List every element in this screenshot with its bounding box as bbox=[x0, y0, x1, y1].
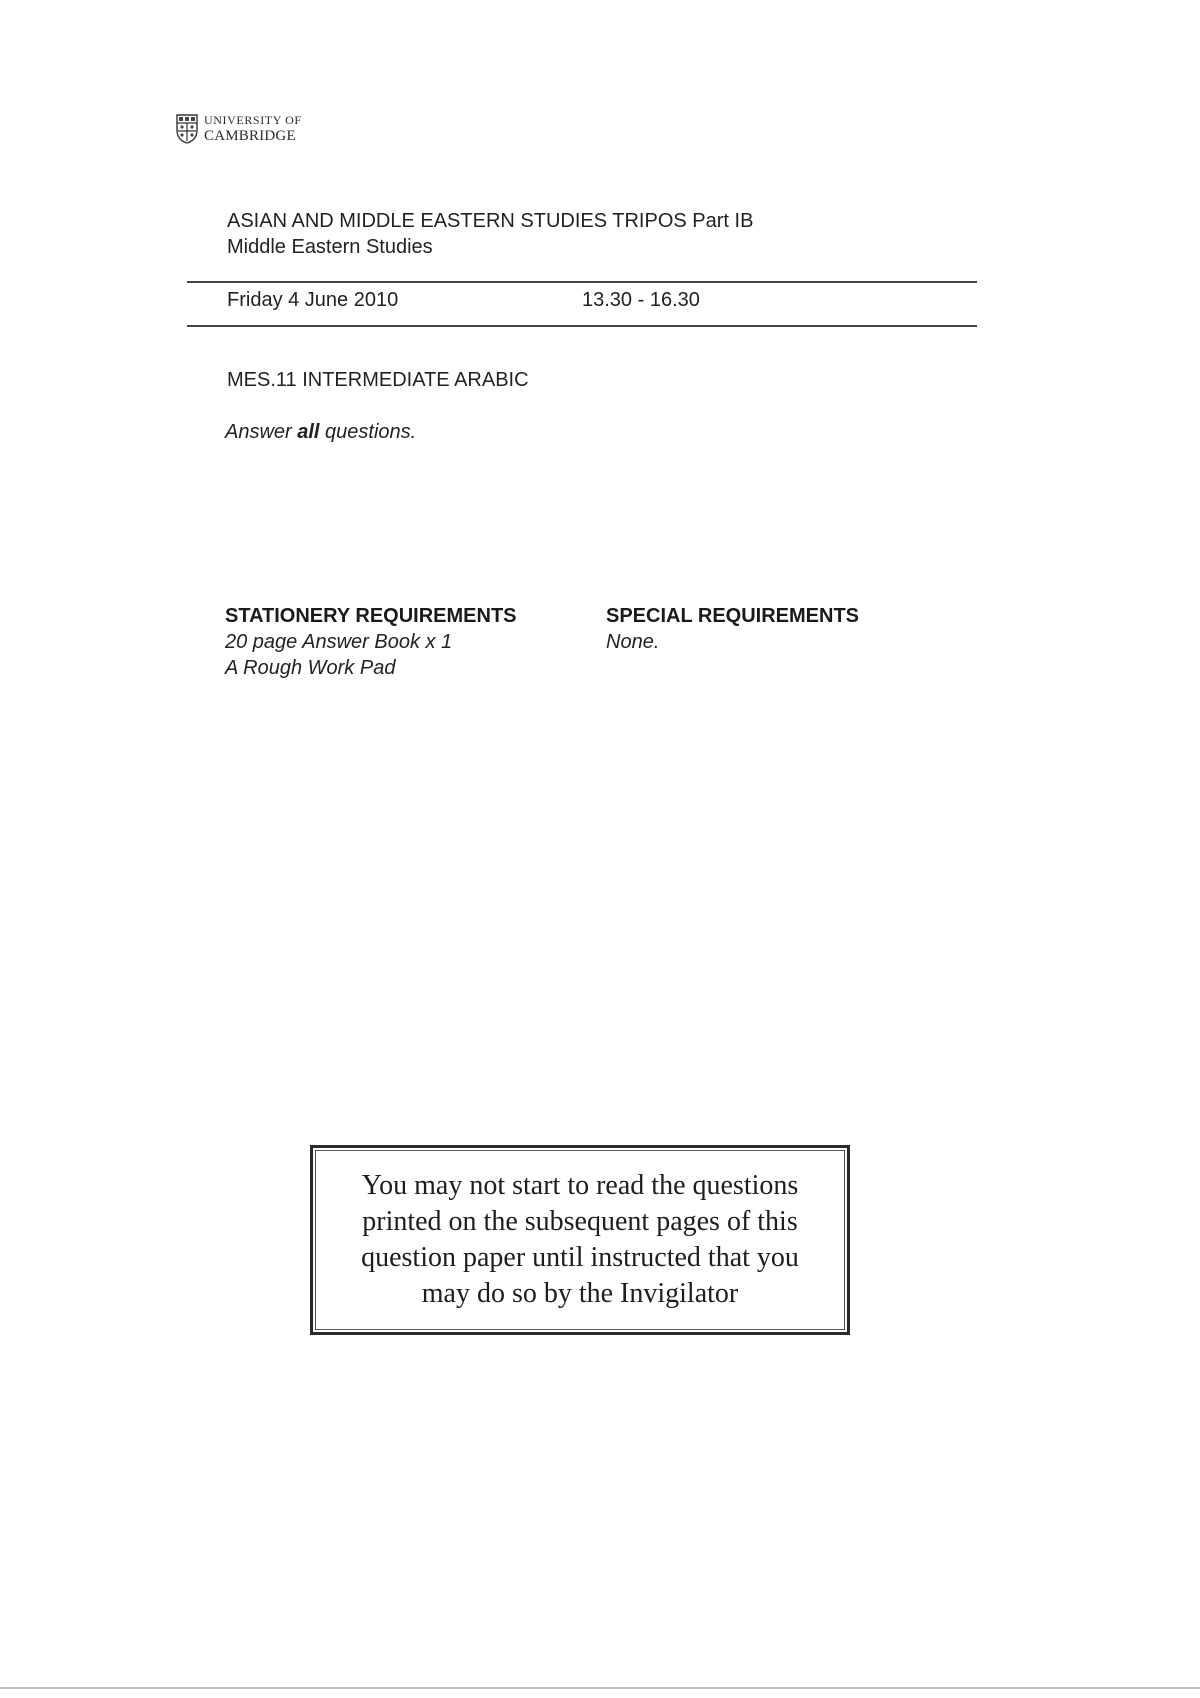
university-header bbox=[176, 112, 302, 144]
exam-time: 13.30 - 16.30 bbox=[582, 289, 700, 311]
exam-date: Friday 4 June 2010 bbox=[227, 289, 399, 311]
stationery-item: A Rough Work Pad bbox=[225, 657, 396, 679]
instructions-suffix: questions. bbox=[319, 421, 417, 443]
instructions-emphasis: all bbox=[297, 421, 320, 443]
instructions bbox=[225, 419, 416, 445]
notice-text bbox=[313, 1168, 847, 1312]
subject-title: Middle Eastern Studies bbox=[227, 236, 433, 258]
date-rule-top bbox=[187, 281, 977, 283]
university-line2: CAMBRIDGE bbox=[204, 128, 296, 144]
university-line1: UNIVERSITY OF bbox=[204, 113, 302, 127]
invigilator-notice-box bbox=[310, 1145, 850, 1335]
special-requirements bbox=[606, 603, 859, 655]
instructions-prefix: Answer bbox=[225, 421, 298, 443]
special-heading: SPECIAL REQUIREMENTS bbox=[606, 605, 859, 627]
university-name bbox=[204, 112, 302, 144]
tripos-title: ASIAN AND MIDDLE EASTERN STUDIES TRIPOS Part IB bbox=[227, 210, 754, 232]
page-bottom-edge bbox=[0, 1687, 1200, 1689]
notice-line: You may not start to read the questions bbox=[361, 1170, 799, 1201]
paper-code: MES.11 INTERMEDIATE ARABIC bbox=[227, 369, 529, 391]
special-item: None. bbox=[606, 631, 660, 653]
exam-title-block bbox=[227, 208, 753, 260]
cambridge-crest-icon bbox=[176, 114, 198, 144]
notice-line: question paper until instructed that you bbox=[361, 1242, 799, 1273]
stationery-requirements bbox=[225, 603, 517, 681]
stationery-heading: STATIONERY REQUIREMENTS bbox=[225, 605, 517, 627]
notice-line: printed on the subsequent pages of this bbox=[362, 1206, 798, 1237]
date-rule-bottom bbox=[187, 325, 977, 327]
notice-line: may do so by the Invigilator bbox=[421, 1278, 739, 1309]
stationery-item: 20 page Answer Book x 1 bbox=[225, 631, 453, 653]
